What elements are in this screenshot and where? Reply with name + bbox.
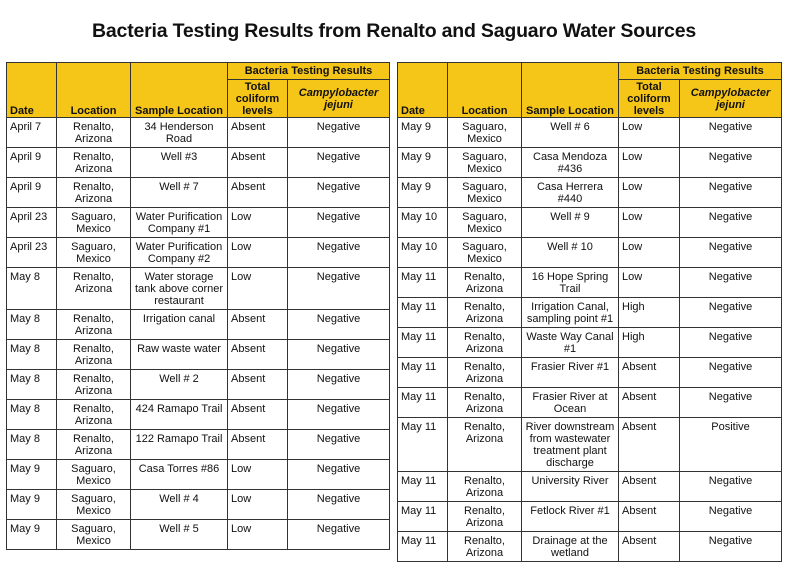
cell-date: May 11 [398,418,448,472]
cell-total-coliform: Absent [619,358,680,388]
table-row [398,358,782,388]
cell-total-coliform: Absent [619,388,680,418]
table-row [398,208,782,238]
cell-date: April 9 [7,178,57,208]
cell-date: May 11 [398,502,448,532]
cell-date: May 9 [7,520,57,550]
cell-campylobacter: Negative [680,118,782,148]
cell-sample-location: Drainage at the wetland [522,532,619,562]
table-row [7,520,390,550]
cell-total-coliform: Low [619,208,680,238]
cell-sample-location: Frasier River at Ocean [522,388,619,418]
cell-campylobacter: Negative [288,208,390,238]
cell-location: Saguaro, Mexico [57,238,131,268]
cell-total-coliform: High [619,298,680,328]
cell-location: Saguaro, Mexico [448,148,522,178]
cell-sample-location: University River [522,472,619,502]
table-row [7,148,390,178]
cell-campylobacter: Negative [288,178,390,208]
cell-sample-location: Casa Torres #86 [131,460,228,490]
cell-date: May 11 [398,298,448,328]
cell-sample-location: Well # 4 [131,490,228,520]
header-date: Date [398,63,448,118]
cell-date: May 8 [7,400,57,430]
cell-campylobacter: Negative [680,388,782,418]
cell-total-coliform: Low [619,268,680,298]
cell-campylobacter: Negative [288,238,390,268]
cell-total-coliform: Absent [228,430,288,460]
cell-location: Saguaro, Mexico [448,208,522,238]
table-row [7,460,390,490]
cell-total-coliform: Low [619,118,680,148]
cell-location: Renalto, Arizona [448,328,522,358]
cell-date: May 9 [7,490,57,520]
cell-total-coliform: Absent [228,370,288,400]
cell-location: Renalto, Arizona [448,502,522,532]
table-row [398,502,782,532]
cell-sample-location: Water Purification Company #2 [131,238,228,268]
cell-total-coliform: Low [228,490,288,520]
cell-location: Saguaro, Mexico [448,238,522,268]
header-group: Bacteria Testing Results [619,63,782,80]
cell-campylobacter: Negative [288,520,390,550]
cell-location: Renalto, Arizona [448,388,522,418]
cell-total-coliform: Low [228,238,288,268]
cell-total-coliform: Absent [228,310,288,340]
cell-campylobacter: Negative [680,358,782,388]
cell-date: April 9 [7,148,57,178]
cell-sample-location: Well # 9 [522,208,619,238]
table-row [398,532,782,562]
cell-location: Saguaro, Mexico [57,208,131,238]
cell-date: May 9 [7,460,57,490]
cell-sample-location: Well # 5 [131,520,228,550]
cell-sample-location: Well # 10 [522,238,619,268]
cell-total-coliform: High [619,328,680,358]
cell-date: April 23 [7,208,57,238]
cell-sample-location: Irrigation canal [131,310,228,340]
cell-total-coliform: Low [619,238,680,268]
table-row [398,238,782,268]
cell-location: Renalto, Arizona [448,472,522,502]
results-table-left [6,62,390,550]
cell-sample-location: Irrigation Canal, sampling point #1 [522,298,619,328]
cell-total-coliform: Absent [228,148,288,178]
cell-location: Renalto, Arizona [57,310,131,340]
table-row [398,178,782,208]
cell-location: Renalto, Arizona [57,148,131,178]
table-row [7,400,390,430]
cell-date: May 8 [7,370,57,400]
cell-total-coliform: Low [228,520,288,550]
cell-date: May 8 [7,430,57,460]
table-row [398,298,782,328]
cell-sample-location: Well #3 [131,148,228,178]
cell-campylobacter: Negative [680,208,782,238]
table-row [398,148,782,178]
table-body-left [7,118,390,550]
cell-total-coliform: Absent [228,118,288,148]
cell-campylobacter: Negative [288,340,390,370]
cell-location: Saguaro, Mexico [448,178,522,208]
table-row [7,208,390,238]
table-row [398,472,782,502]
cell-location: Renalto, Arizona [57,400,131,430]
cell-date: May 11 [398,358,448,388]
cell-total-coliform: Absent [619,418,680,472]
header-sample-location: Sample Location [522,63,619,118]
cell-location: Renalto, Arizona [448,298,522,328]
cell-total-coliform: Low [228,460,288,490]
cell-location: Renalto, Arizona [57,340,131,370]
table-row [7,340,390,370]
cell-date: May 9 [398,178,448,208]
cell-campylobacter: Negative [680,532,782,562]
cell-sample-location: River downstream from wastewater treatment plant discharge [522,418,619,472]
cell-date: May 11 [398,388,448,418]
table-row [398,418,782,472]
cell-location: Saguaro, Mexico [57,460,131,490]
cell-date: May 9 [398,148,448,178]
header-campylobacter: Campylobacter jejuni [288,80,390,118]
cell-date: May 8 [7,268,57,310]
cell-sample-location: Casa Mendoza #436 [522,148,619,178]
cell-sample-location: 34 Henderson Road [131,118,228,148]
table-row [398,268,782,298]
cell-sample-location: Frasier River #1 [522,358,619,388]
cell-total-coliform: Absent [228,340,288,370]
cell-campylobacter: Negative [288,118,390,148]
cell-campylobacter: Negative [680,472,782,502]
cell-campylobacter: Negative [288,460,390,490]
cell-date: May 11 [398,532,448,562]
table-row [7,178,390,208]
cell-sample-location: 16 Hope Spring Trail [522,268,619,298]
cell-location: Saguaro, Mexico [448,118,522,148]
cell-location: Renalto, Arizona [57,370,131,400]
cell-campylobacter: Negative [288,490,390,520]
cell-total-coliform: Absent [619,532,680,562]
cell-sample-location: 122 Ramapo Trail [131,430,228,460]
cell-location: Renalto, Arizona [448,418,522,472]
header-total-coliform: Total coliform levels [228,80,288,118]
cell-total-coliform: Absent [228,400,288,430]
cell-campylobacter: Negative [680,148,782,178]
table-body-right [398,118,782,562]
table-row [398,118,782,148]
table-row [7,268,390,310]
table-row [7,490,390,520]
cell-total-coliform: Low [228,208,288,238]
table-row [7,430,390,460]
cell-total-coliform: Absent [228,178,288,208]
table-row [398,388,782,418]
table-row [7,310,390,340]
cell-location: Saguaro, Mexico [57,520,131,550]
cell-date: May 8 [7,310,57,340]
cell-sample-location: Water Purification Company #1 [131,208,228,238]
header-date: Date [7,63,57,118]
cell-date: May 8 [7,340,57,370]
cell-location: Renalto, Arizona [57,268,131,310]
cell-campylobacter: Positive [680,418,782,472]
table-row [7,118,390,148]
cell-date: May 9 [398,118,448,148]
cell-date: May 10 [398,238,448,268]
cell-date: May 10 [398,208,448,238]
header-campylobacter: Campylobacter jejuni [680,80,782,118]
cell-total-coliform: Low [228,268,288,310]
header-location: Location [448,63,522,118]
cell-total-coliform: Low [619,148,680,178]
header-location: Location [57,63,131,118]
header-sample-location: Sample Location [131,63,228,118]
cell-campylobacter: Negative [680,328,782,358]
cell-total-coliform: Absent [619,472,680,502]
cell-location: Renalto, Arizona [448,532,522,562]
table-row [7,238,390,268]
cell-sample-location: Casa Herrera #440 [522,178,619,208]
cell-campylobacter: Negative [680,178,782,208]
cell-campylobacter: Negative [680,298,782,328]
table-row [398,328,782,358]
cell-sample-location: Raw waste water [131,340,228,370]
cell-sample-location: Water storage tank above corner restaurant [131,268,228,310]
header-total-coliform: Total coliform levels [619,80,680,118]
cell-date: May 11 [398,472,448,502]
cell-location: Renalto, Arizona [448,358,522,388]
cell-date: May 11 [398,268,448,298]
cell-campylobacter: Negative [288,148,390,178]
header-group: Bacteria Testing Results [228,63,390,80]
cell-total-coliform: Low [619,178,680,208]
cell-sample-location: 424 Ramapo Trail [131,400,228,430]
cell-date: May 11 [398,328,448,358]
cell-location: Saguaro, Mexico [57,490,131,520]
cell-campylobacter: Negative [288,310,390,340]
results-table-right [397,62,782,562]
cell-campylobacter: Negative [680,238,782,268]
cell-campylobacter: Negative [680,268,782,298]
cell-location: Renalto, Arizona [448,268,522,298]
cell-date: April 7 [7,118,57,148]
cell-sample-location: Fetlock River #1 [522,502,619,532]
cell-sample-location: Well # 6 [522,118,619,148]
cell-campylobacter: Negative [288,400,390,430]
cell-location: Renalto, Arizona [57,118,131,148]
table-row [7,370,390,400]
cell-campylobacter: Negative [288,268,390,310]
cell-sample-location: Well # 7 [131,178,228,208]
cell-location: Renalto, Arizona [57,178,131,208]
cell-location: Renalto, Arizona [57,430,131,460]
cell-campylobacter: Negative [288,370,390,400]
page-title: Bacteria Testing Results from Renalto and Saguaro Water Sources [92,20,696,42]
cell-date: April 23 [7,238,57,268]
cell-sample-location: Waste Way Canal #1 [522,328,619,358]
cell-sample-location: Well # 2 [131,370,228,400]
cell-campylobacter: Negative [288,430,390,460]
cell-total-coliform: Absent [619,502,680,532]
cell-campylobacter: Negative [680,502,782,532]
